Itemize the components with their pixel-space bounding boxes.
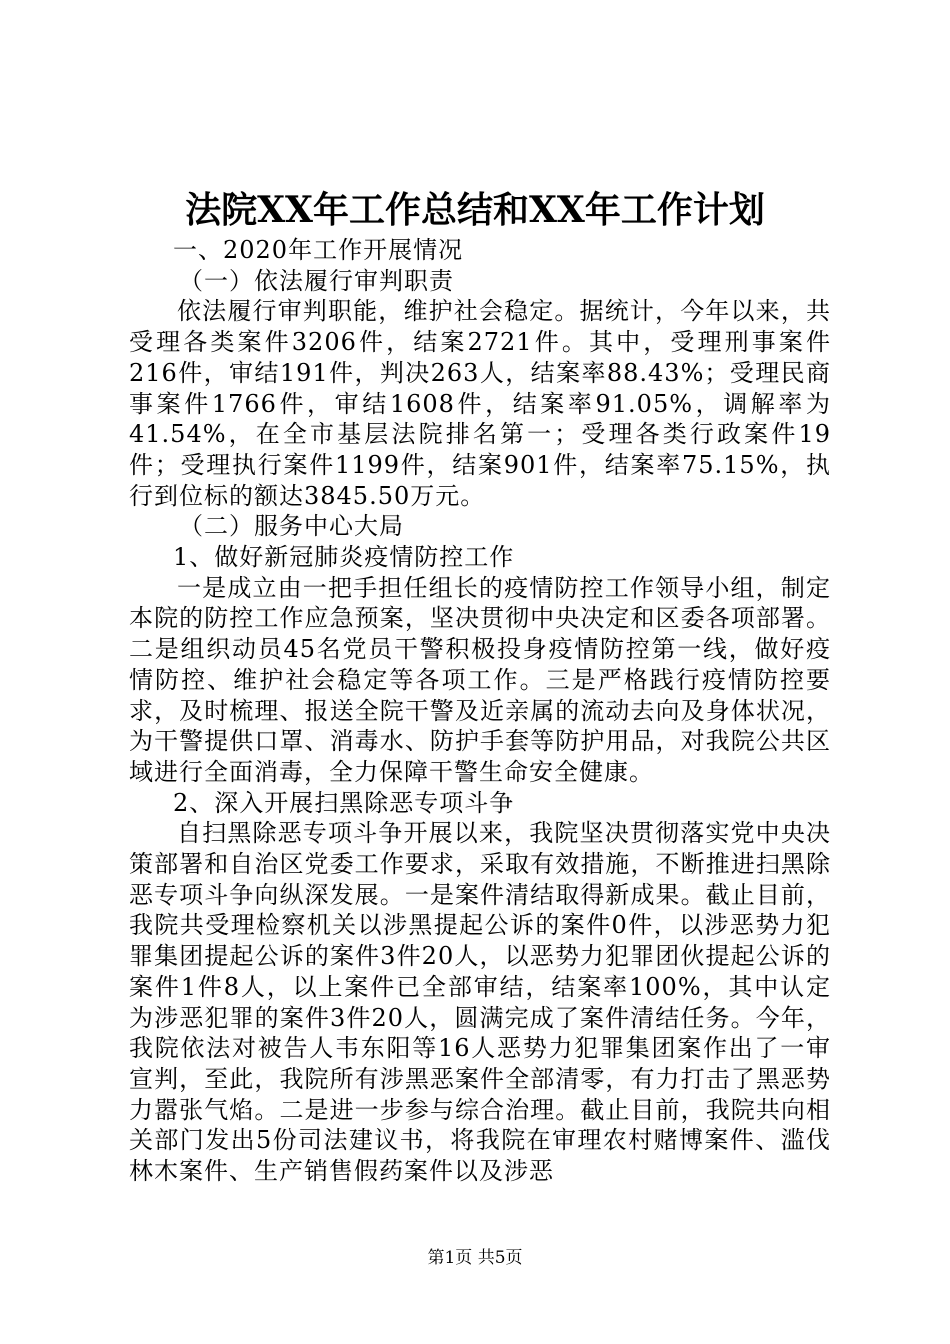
paragraph-1: 依法履行审判职能，维护社会稳定。据统计，今年以来，共受理各类案件3206件，结案2721件。其中，受理刑事案件216件，审结191件，判决263人，结案率88.43%；受理民商事案件1766件，审结1608件，结案率91.05%，调解率为41.54%，在全市基层法院排名第一；受理各类行政案件19件；受理执行案件1199件，结案901件，结案率75.15%，执行到位标的额达3845.50万元。 [129, 297, 831, 510]
item-heading-2: 2、深入开展扫黑除恶专项斗争 [173, 788, 515, 817]
document-body [129, 235, 831, 1187]
subsection-heading-2: （二）服务中心大局 [179, 512, 404, 541]
subsection-heading-1: （一）依法履行审判职责 [179, 266, 454, 295]
section-heading-1: 一、2020年工作开展情况 [173, 236, 464, 264]
paragraph-2: 一是成立由一把手担任组长的疫情防控工作领导小组，制定本院的防控工作应急预案，坚决贯彻中央决定和区委各项部署。二是组织动员45名党员干警积极投身疫情防控第一线，做好疫情防控、维护社会稳定等各项工作。三是严格践行疫情防控要求，及时梳理、报送全院干警及近亲属的流动去向及身体状况，为干警提供口罩、消毒水、防护手套等防护用品，对我院公共区域进行全面消毒，全力保障干警生命安全健康。 [129, 573, 831, 786]
item-heading-1: 1、做好新冠肺炎疫情防控工作 [173, 543, 515, 572]
document-title: 法院XX年工作总结和XX年工作计划 [185, 189, 765, 231]
page-footer: 第1页 共5页 [427, 1248, 523, 1268]
paragraph-3: 自扫黑除恶专项斗争开展以来，我院坚决贯彻落实党中央决策部署和自治区党委工作要求，采取有效措施，不断推进扫黑除恶专项斗争向纵深发展。一是案件清结取得新成果。截止目前，我院共受理检察机关以涉黑提起公诉的案件0件，以涉恶势力犯罪集团提起公诉的案件3件20人，以恶势力犯罪团伙提起公诉的案件1件8人，以上案件已全部审结，结案率100%，其中认定为涉恶犯罪的案件3件20人，圆满完成了案件清结任务。今年，我院依法对被告人韦东阳等16人恶势力犯罪集团案作出了一审宣判，至此，我院所有涉黑恶案件全部清零，有力打击了黑恶势力嚣张气焰。二是进一步参与综合治理。截止目前，我院共向相关部门发出5份司法建议书，将我院在审理农村赌博案件、滥伐林木案件、生产销售假药案件以及涉恶 [129, 819, 831, 1186]
